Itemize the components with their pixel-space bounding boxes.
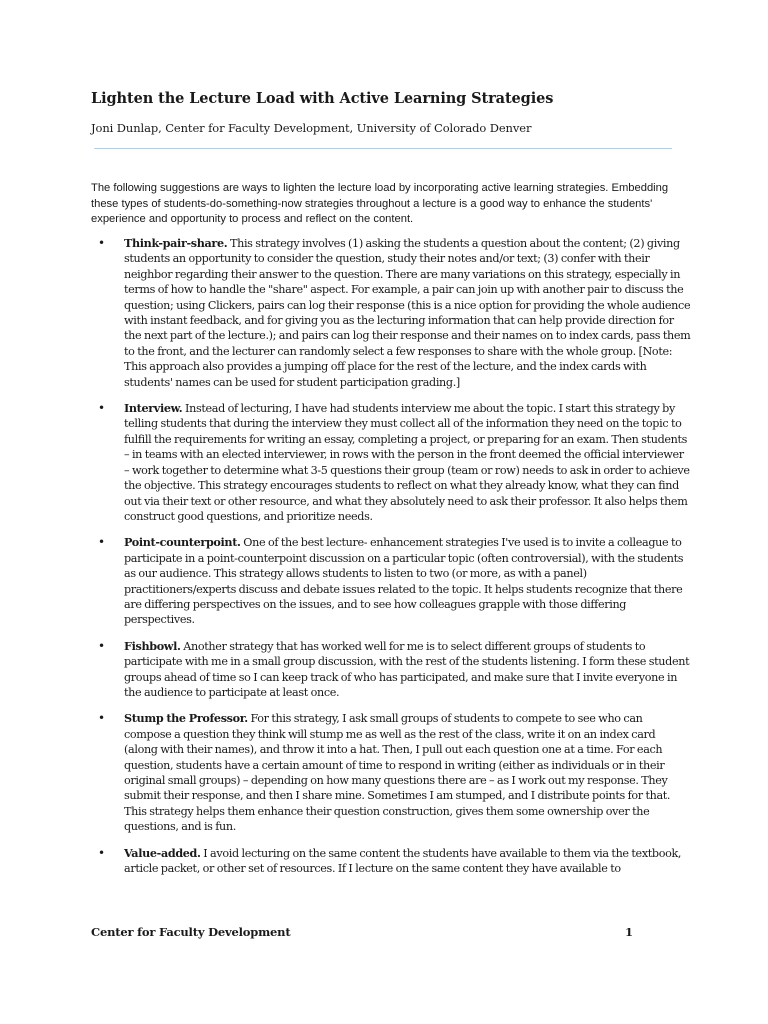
strategy-fishbowl <box>91 639 691 701</box>
strategy-point-counterpoint <box>91 535 691 627</box>
bullet-icon: • <box>98 535 105 550</box>
page-number: 1 <box>625 925 634 939</box>
strategy-stump-the-professor <box>91 711 691 834</box>
bullet-icon: • <box>98 711 105 726</box>
strategy-text: For this strategy, I ask small groups of students to compete to see who can compose a question they think will stump me as well as the rest of the class, write it on an index card (along with their names), and throw it into a hat. Then, I pull out each question one at a time. For each question, students have a certain amount of time to respond in writing (either as individuals or in their original small groups) – depending on how many questions there are – as I work out my response. They submit their response, and then I share mine. Sometimes I am stumped, and I distribute points for that. This strategy helps them enhance their question construction, gives them some ownership over the questions, and is fun. <box>124 712 671 834</box>
footer-label: Center for Faculty Development <box>91 925 291 939</box>
document-title: Lighten the Lecture Load with Active Learning Strategies <box>91 90 554 107</box>
strategy-term: Stump the Professor. <box>124 711 248 726</box>
strategy-value-added <box>91 846 691 877</box>
title-divider <box>94 148 672 149</box>
strategy-term: Fishbowl. <box>124 638 181 653</box>
strategy-text: This strategy involves (1) asking the students a question about the content; (2) giving students an opportunity to consider the question, study their notes and/or text; (3) confer with their neighbor regarding their answer to the question. There are many variations on this strategy, especially in terms of how to handle the "share" aspect. For example, a pair can join up with another pair to discuss the question; using Clickers, pairs can log their response (this is a nice option for providing the whole audience with instant feedback, and for giving you as the lecturing information that can help provide direction for the next part of the lecture.); and pairs can log their response and their names on to index cards, pass them to the front, and the lecturer can randomly select a few responses to share with the whole group. [Note: This approach also provides a jumping off place for the rest of the lecture, and the index cards with students' names can be used for student participation grading.] <box>124 237 691 389</box>
strategy-think-pair-share <box>91 236 691 390</box>
intro-paragraph: The following suggestions are ways to lighten the lecture load by incorporating active learning strategies. Embedding these types of students-do-something-now strategies throughout a lecture is a good way to enhance the students' experience and opportunity to process and reflect on the content. <box>91 182 669 226</box>
author-line: Joni Dunlap, Center for Faculty Development, University of Colorado Denver <box>91 121 532 135</box>
strategy-text: I avoid lecturing on the same content the students have available to them via the textbook, article packet, or other set of resources. If I lecture on the same content they have available to <box>124 846 682 876</box>
strategy-term: Value-added. <box>124 845 201 860</box>
strategy-term: Think-pair-share. <box>124 236 228 250</box>
bullet-icon: • <box>98 845 105 860</box>
strategy-list <box>91 236 691 887</box>
strategy-term: Point-counterpoint. <box>124 535 241 550</box>
strategy-text: One of the best lecture- enhancement strategies I've used is to invite a colleague to participate in a point-counterpoint discussion on a particular topic (often controversial), with the students as our audience. This strategy allows students to listen to two (or more, as with a panel) practitioners/experts discuss and debate issues related to the topic. It helps students recognize that there are differing perspectives on the issues, and to see how colleagues grapple with those differing perspectives. <box>124 536 684 627</box>
bullet-icon: • <box>98 638 105 653</box>
strategy-text: Instead of lecturing, I have had students interview me about the topic. I start this strategy by telling students that during the interview they must collect all of the information they need on the topic to fulfill the requirements for writing an essay, completing a project, or preparing for an exam. Then students – in teams with an elected interviewer, in rows with the person in the front deemed the official interviewer – work together to determine what 3-5 questions their group (team or row) needs to ask in order to achieve the objective. This strategy encourages students to reflect on what they already know, what they can find out via their text or other resource, and what they absolutely need to ask their professor. It also helps them construct good questions, and prioritize needs. <box>124 402 690 523</box>
strategy-text: Another strategy that has worked well for me is to select different groups of students to participate with me in a small group discussion, with the rest of the students listening. I form these student groups ahead of time so I can keep track of who has participated, and make sure that I invite everyone in the audience to participate at least once. <box>124 639 690 699</box>
bullet-icon: • <box>98 236 105 250</box>
strategy-interview <box>91 401 691 524</box>
strategy-term: Interview. <box>124 401 183 416</box>
bullet-icon: • <box>98 401 105 416</box>
